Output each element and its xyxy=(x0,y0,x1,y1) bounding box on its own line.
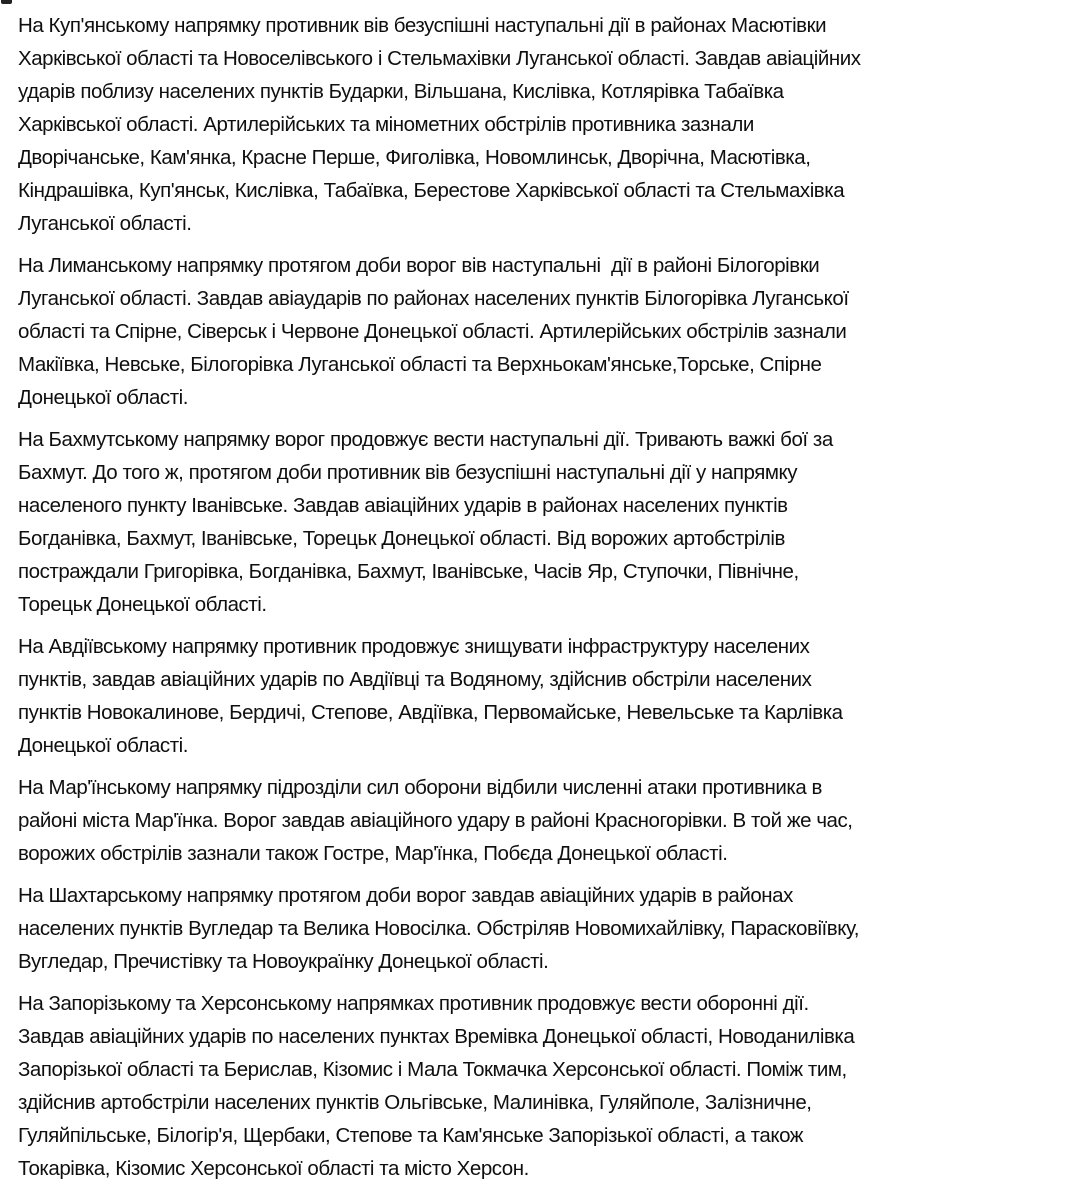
text-line: На Запорізькому та Херсонському напрямках противник продовжує вести оборонні дії. xyxy=(18,992,809,1015)
text-line: населеного пункту Іванівське. Завдав авіаційних ударів в районах населених пунктів xyxy=(18,494,788,517)
text-line: На Шахтарському напрямку протягом доби ворог завдав авіаційних ударів в районах xyxy=(18,884,793,907)
paragraph-lyman-direction xyxy=(18,249,1050,414)
text-line: ударів поблизу населених пунктів Бударки, Вільшана, Кислівка, Котлярівка Табаївка xyxy=(18,80,784,103)
text-line: районі міста Мар'їнка. Ворог завдав авіаційного удару в районі Красногорівки. В той же час, xyxy=(18,809,853,832)
text-line: Макіївка, Невське, Білогорівка Луганської області та Верхньокам'янське,Торське, Спірне xyxy=(18,353,822,376)
text-line: Бахмут. До того ж, протягом доби противник вів безуспішні наступальні дії у напрямку xyxy=(18,461,798,484)
text-line: Харківської області. Артилерійських та мінометних обстрілів противника зазнали xyxy=(18,113,754,136)
text-line: населених пунктів Вугледар та Велика Новосілка. Обстріляв Новомихайлівку, Парасковіївку, xyxy=(18,917,859,940)
paragraph-marinka-direction xyxy=(18,771,1050,870)
text-line: На Лиманському напрямку протягом доби ворог вів наступальні дії в районі Білогорівки xyxy=(18,254,820,277)
text-line: здійснив артобстріли населених пунктів Ольгівське, Малинівка, Гуляйполе, Залізничне, xyxy=(18,1091,812,1114)
text-line: ворожих обстрілів зазнали також Гостре, Мар'їнка, Побєда Донецької області. xyxy=(18,842,728,865)
text-line: Донецької області. xyxy=(18,386,189,409)
text-line: Завдав авіаційних ударів по населених пунктах Времівка Донецької області, Новоданилівка xyxy=(18,1025,855,1048)
cropped-text-fragment xyxy=(1,0,12,4)
paragraph-shakhtarsk-direction xyxy=(18,879,1050,978)
paragraph-kupiansk-direction xyxy=(18,9,1050,240)
text-line: Донецької області. xyxy=(18,734,189,757)
text-line: Гуляйпільське, Білогір'я, Щербаки, Степове та Кам'янське Запорізької області, а також xyxy=(18,1124,804,1147)
text-line: На Куп'янському напрямку противник вів безуспішні наступальні дії в районах Масютівки xyxy=(18,14,827,37)
text-line: Луганської області. xyxy=(18,212,192,235)
text-line: На Авдіївському напрямку противник продовжує знищувати інфраструктуру населених xyxy=(18,635,810,658)
text-line: На Мар'їнському напрямку підрозділи сил оборони відбили численні атаки противника в xyxy=(18,776,822,799)
paragraph-bakhmut-direction xyxy=(18,423,1050,621)
paragraph-avdiivka-direction xyxy=(18,630,1050,762)
text-line: Токарівка, Кізомис Херсонської області та місто Херсон. xyxy=(18,1157,529,1180)
text-line: Вугледар, Пречистівку та Новоукраїнку Донецької області. xyxy=(18,950,549,973)
text-line: пунктів, завдав авіаційних ударів по Авдіївці та Водяному, здійснив обстріли населених xyxy=(18,668,812,691)
text-line: постраждали Григорівка, Богданівка, Бахмут, Іванівське, Часів Яр, Ступочки, Північне, xyxy=(18,560,799,583)
text-line: Харківської області та Новоселівського і Стельмахівки Луганської області. Завдав авіаційних xyxy=(18,47,861,70)
text-line: Луганської області. Завдав авіаударів по районах населених пунктів Білогорівка Луганської xyxy=(18,287,849,310)
text-line: На Бахмутському напрямку ворог продовжує вести наступальні дії. Тривають важкі бої за xyxy=(18,428,833,451)
text-line: Дворічанське, Кам'янка, Красне Перше, Фиголівка, Новомлинськ, Дворічна, Масютівка, xyxy=(18,146,811,169)
paragraph-zaporizhzhia-kherson-direction xyxy=(18,987,1050,1185)
text-line: Богданівка, Бахмут, Іванівське, Торецьк Донецької області. Від ворожих артобстрілів xyxy=(18,527,785,550)
text-line: Запорізької області та Берислав, Кізомис і Мала Токмачка Херсонської області. Поміж тим, xyxy=(18,1058,847,1081)
text-line: Кіндрашівка, Куп'янськ, Кислівка, Табаївка, Берестове Харківської області та Стельмахівка xyxy=(18,179,845,202)
text-line: області та Спірне, Сіверськ і Червоне Донецької області. Артилерійських обстрілів зазнали xyxy=(18,320,847,343)
text-line: пунктів Новокалинове, Бердичі, Степове, Авдіївка, Первомайське, Невельське та Карлівка xyxy=(18,701,843,724)
text-line: Торецьк Донецької області. xyxy=(18,593,267,616)
